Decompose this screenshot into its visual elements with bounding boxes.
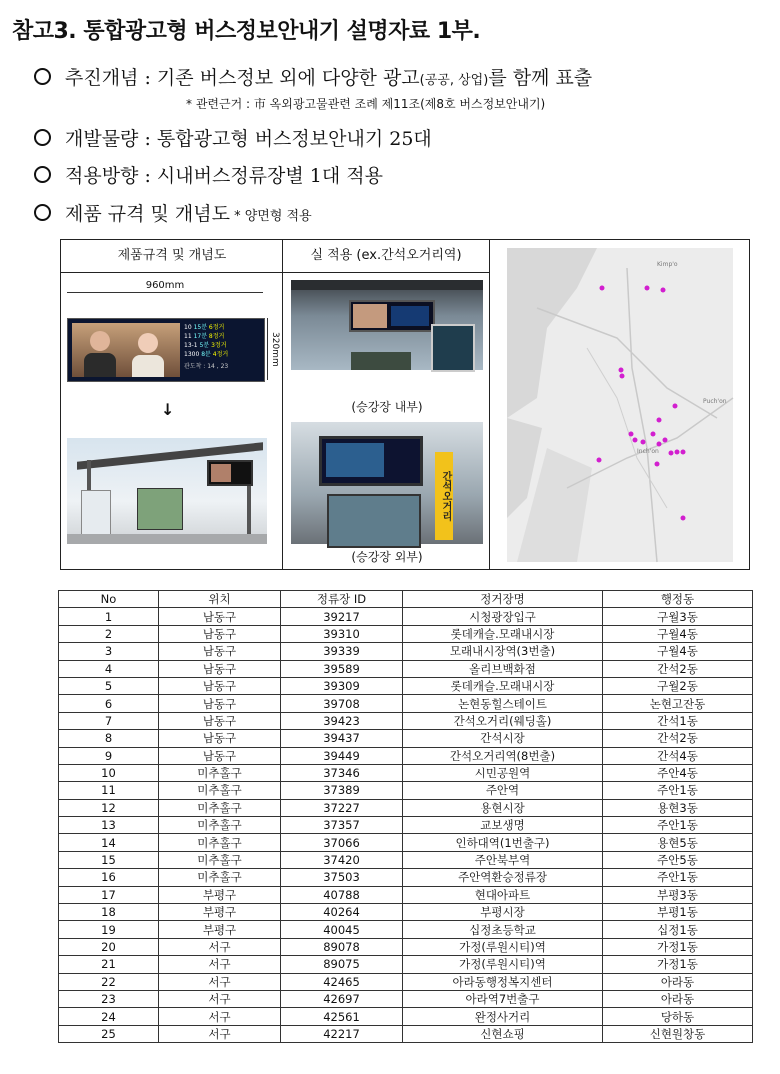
circle-bullet-icon [34,68,51,85]
cell-stop-id: 39309 [281,677,403,694]
cell-stop-name: 간석시장 [403,730,603,747]
cell-location: 남동구 [159,677,281,694]
cell-district: 아라동 [603,990,753,1007]
divider [282,240,283,569]
table-row [59,608,753,625]
cell-no: 8 [59,730,159,747]
bullet-spec [34,199,312,226]
cell-no: 13 [59,817,159,834]
cell-no: 3 [59,643,159,660]
dimension-line [267,318,268,380]
bullet-text: 추진개념 : 기존 버스정보 외에 다양한 광고 [65,67,420,89]
table-row [59,660,753,677]
cell-location: 부평구 [159,886,281,903]
arrival-row: 11 17분 8정거 [184,333,225,340]
cell-no: 24 [59,1008,159,1025]
cell-no: 2 [59,625,159,642]
cell-district: 논현고잔동 [603,695,753,712]
dimension-line [67,292,263,293]
map-label: Puch'on [703,398,727,405]
cell-no: 18 [59,904,159,921]
map-label: Inch'on [637,448,659,455]
cell-location: 남동구 [159,643,281,660]
bullet-direction [34,161,383,188]
col-stop-name: 정거장명 [403,591,603,608]
table-row [59,1008,753,1025]
cell-district: 아라동 [603,973,753,990]
cell-district: 간석1동 [603,712,753,729]
table-row [59,625,753,642]
concept-figure [60,239,750,570]
cell-district: 구월3동 [603,608,753,625]
map-svg [507,248,733,562]
cell-stop-name: 롯데캐슬.모래내시장 [403,625,603,642]
cell-stop-id: 37357 [281,817,403,834]
cell-stop-id: 39589 [281,660,403,677]
col-stop-id: 정류장 ID [281,591,403,608]
cell-district: 간석2동 [603,660,753,677]
cell-stop-id: 40788 [281,886,403,903]
cell-location: 남동구 [159,712,281,729]
cell-district: 용현3동 [603,799,753,816]
table-row [59,764,753,781]
cell-stop-name: 십정초등학교 [403,921,603,938]
cell-district: 부평1동 [603,904,753,921]
bis-display [349,300,435,332]
cell-location: 미추홀구 [159,782,281,799]
cell-district: 가정1동 [603,956,753,973]
cell-location: 서구 [159,1025,281,1042]
cell-location: 서구 [159,956,281,973]
table-row [59,643,753,660]
cell-district: 구월4동 [603,625,753,642]
cell-stop-id: 89075 [281,956,403,973]
cell-district: 용현5동 [603,834,753,851]
cell-no: 14 [59,834,159,851]
map-label: Kimp'o [657,261,678,268]
cell-no: 15 [59,851,159,868]
cell-no: 25 [59,1025,159,1042]
cell-stop-id: 39449 [281,747,403,764]
cell-district: 주안1동 [603,817,753,834]
cell-no: 22 [59,973,159,990]
bullet-concept [34,63,592,90]
circle-bullet-icon [34,129,51,146]
cell-no: 9 [59,747,159,764]
cell-district: 주안1동 [603,869,753,886]
cell-stop-name: 완정사거리 [403,1008,603,1025]
table-row [59,990,753,1007]
cell-location: 미추홀구 [159,869,281,886]
table-row [59,973,753,990]
table-header-row [59,591,753,608]
cell-stop-id: 37389 [281,782,403,799]
cell-no: 16 [59,869,159,886]
caption-inside: (승강장 내부) [351,400,423,414]
bullet-small-text: * 양면형 적용 [229,209,312,224]
cell-location: 미추홀구 [159,851,281,868]
cell-location: 남동구 [159,695,281,712]
cell-stop-id: 42697 [281,990,403,1007]
shelter-render [67,438,267,544]
cell-district: 간석2동 [603,730,753,747]
table-row [59,747,753,764]
bis-display [207,460,253,486]
table-row [59,921,753,938]
cell-stop-id: 42561 [281,1008,403,1025]
bullet-quantity [34,124,432,151]
cell-stop-id: 39217 [281,608,403,625]
cell-no: 17 [59,886,159,903]
cell-location: 서구 [159,990,281,1007]
cell-district: 주안1동 [603,782,753,799]
cell-stop-id: 37227 [281,799,403,816]
cell-stop-id: 40045 [281,921,403,938]
height-label: 320mm [270,332,280,367]
cell-stop-id: 42217 [281,1025,403,1042]
cell-stop-name: 용현시장 [403,799,603,816]
bus-stop-table [58,590,753,1043]
cell-stop-id: 37420 [281,851,403,868]
col-district: 행정동 [603,591,753,608]
cell-stop-name: 간석오거리역(8번출) [403,747,603,764]
cell-no: 12 [59,799,159,816]
cell-no: 6 [59,695,159,712]
bullet-text: 개발물량 : 통합광고형 버스정보안내기 25대 [65,128,432,150]
cell-location: 미추홀구 [159,799,281,816]
divider [489,240,490,569]
cell-no: 5 [59,677,159,694]
cell-no: 1 [59,608,159,625]
table-row [59,834,753,851]
cell-stop-id: 89078 [281,938,403,955]
cell-location: 남동구 [159,660,281,677]
cell-district: 신현원창동 [603,1025,753,1042]
screen-footer: 관도착 : 14 , 23 [184,363,229,370]
legal-basis-note: * 관련근거 : 市 옥외광고물관련 조례 제11조(제8호 버스정보안내기) [186,97,546,111]
cell-no: 10 [59,764,159,781]
table-row [59,799,753,816]
arrow-down-icon: ↓ [161,400,175,419]
map-markers [597,286,686,521]
cell-stop-name: 교보생명 [403,817,603,834]
cell-district: 당하동 [603,1008,753,1025]
width-label: 960mm [145,280,185,291]
cell-no: 19 [59,921,159,938]
applied-header: 실 적용 (ex.간석오거리역) [283,240,489,273]
cell-stop-id: 39423 [281,712,403,729]
cell-no: 20 [59,938,159,955]
table-row [59,869,753,886]
table-row [59,904,753,921]
table-row [59,956,753,973]
photo-outside [291,422,483,544]
table-row [59,817,753,834]
cell-location: 미추홀구 [159,764,281,781]
bis-display [319,436,423,486]
arrival-row: 13-1 5분 3정거 [184,342,227,349]
table-row [59,1025,753,1042]
cell-stop-name: 신현쇼핑 [403,1025,603,1042]
cell-stop-name: 롯데캐슬.모래내시장 [403,677,603,694]
cell-district: 구월4동 [603,643,753,660]
cell-stop-name: 모래내시장역(3번출) [403,643,603,660]
cell-location: 남동구 [159,608,281,625]
cell-stop-id: 39437 [281,730,403,747]
cell-district: 간석4동 [603,747,753,764]
cell-district: 주안4동 [603,764,753,781]
cell-stop-id: 37346 [281,764,403,781]
cell-stop-id: 39310 [281,625,403,642]
arrival-row: 10 15분 6정거 [184,324,225,331]
photo-inside [291,280,483,370]
cell-stop-name: 간석오거리(웨딩홀) [403,712,603,729]
cell-no: 4 [59,660,159,677]
spec-drawing [67,280,280,390]
cell-no: 11 [59,782,159,799]
cell-stop-name: 주안역환승정류장 [403,869,603,886]
cell-district: 주안5동 [603,851,753,868]
stop-sign: 간석오거리 [435,452,453,540]
cell-location: 서구 [159,973,281,990]
cell-district: 가정1동 [603,938,753,955]
bullet-small-text: (공공, 상업) [419,73,489,88]
cell-stop-id: 39708 [281,695,403,712]
cell-location: 부평구 [159,921,281,938]
arrival-row: 1300 8분 4정거 [184,351,229,358]
cell-stop-name: 논현동힐스테이트 [403,695,603,712]
circle-bullet-icon [34,166,51,183]
cell-location: 남동구 [159,625,281,642]
cell-stop-name: 부평시장 [403,904,603,921]
cell-location: 남동구 [159,747,281,764]
bullet-text: 제품 규격 및 개념도 [65,203,230,225]
arrival-list [184,323,260,377]
col-location: 위치 [159,591,281,608]
cell-district: 구월2동 [603,677,753,694]
cell-no: 21 [59,956,159,973]
spec-header: 제품규격 및 개념도 [61,240,283,273]
table-row [59,782,753,799]
table-row [59,886,753,903]
col-no: No [59,591,159,608]
table-row [59,938,753,955]
page-title: 참고3. 통합광고형 버스정보안내기 설명자료 1부. [12,19,481,44]
cell-stop-name: 아라동행정복지센터 [403,973,603,990]
bis-screen [67,318,265,382]
cell-location: 미추홀구 [159,817,281,834]
ad-image [72,323,180,377]
cell-location: 부평구 [159,904,281,921]
table-row [59,730,753,747]
cell-no: 7 [59,712,159,729]
cell-stop-id: 37503 [281,869,403,886]
cell-stop-id: 42465 [281,973,403,990]
cell-stop-name: 주안역 [403,782,603,799]
table-row [59,712,753,729]
cell-no: 23 [59,990,159,1007]
cell-stop-name: 시민공원역 [403,764,603,781]
cell-district: 부평3동 [603,886,753,903]
cell-stop-name: 가정(루원시티)역 [403,938,603,955]
cell-stop-name: 주안북부역 [403,851,603,868]
cell-stop-name: 인하대역(1번출구) [403,834,603,851]
cell-location: 미추홀구 [159,834,281,851]
bullet-tail-text: 를 함께 표출 [488,67,593,89]
caption-outside: (승강장 외부) [351,550,423,564]
cell-stop-name: 현대아파트 [403,886,603,903]
cell-stop-name: 아라역7번출구 [403,990,603,1007]
location-map [507,248,733,562]
cell-stop-name: 시청광장입구 [403,608,603,625]
table-row [59,851,753,868]
table-row [59,677,753,694]
cell-stop-name: 올리브백화점 [403,660,603,677]
cell-location: 서구 [159,938,281,955]
circle-bullet-icon [34,204,51,221]
cell-stop-id: 40264 [281,904,403,921]
cell-district: 십정1동 [603,921,753,938]
cell-stop-name: 가정(루원시티)역 [403,956,603,973]
cell-stop-id: 37066 [281,834,403,851]
cell-stop-id: 39339 [281,643,403,660]
bullet-text: 적용방향 : 시내버스정류장별 1대 적용 [65,165,383,187]
info-board [137,488,183,530]
cell-location: 남동구 [159,730,281,747]
table-row [59,695,753,712]
cell-location: 서구 [159,1008,281,1025]
